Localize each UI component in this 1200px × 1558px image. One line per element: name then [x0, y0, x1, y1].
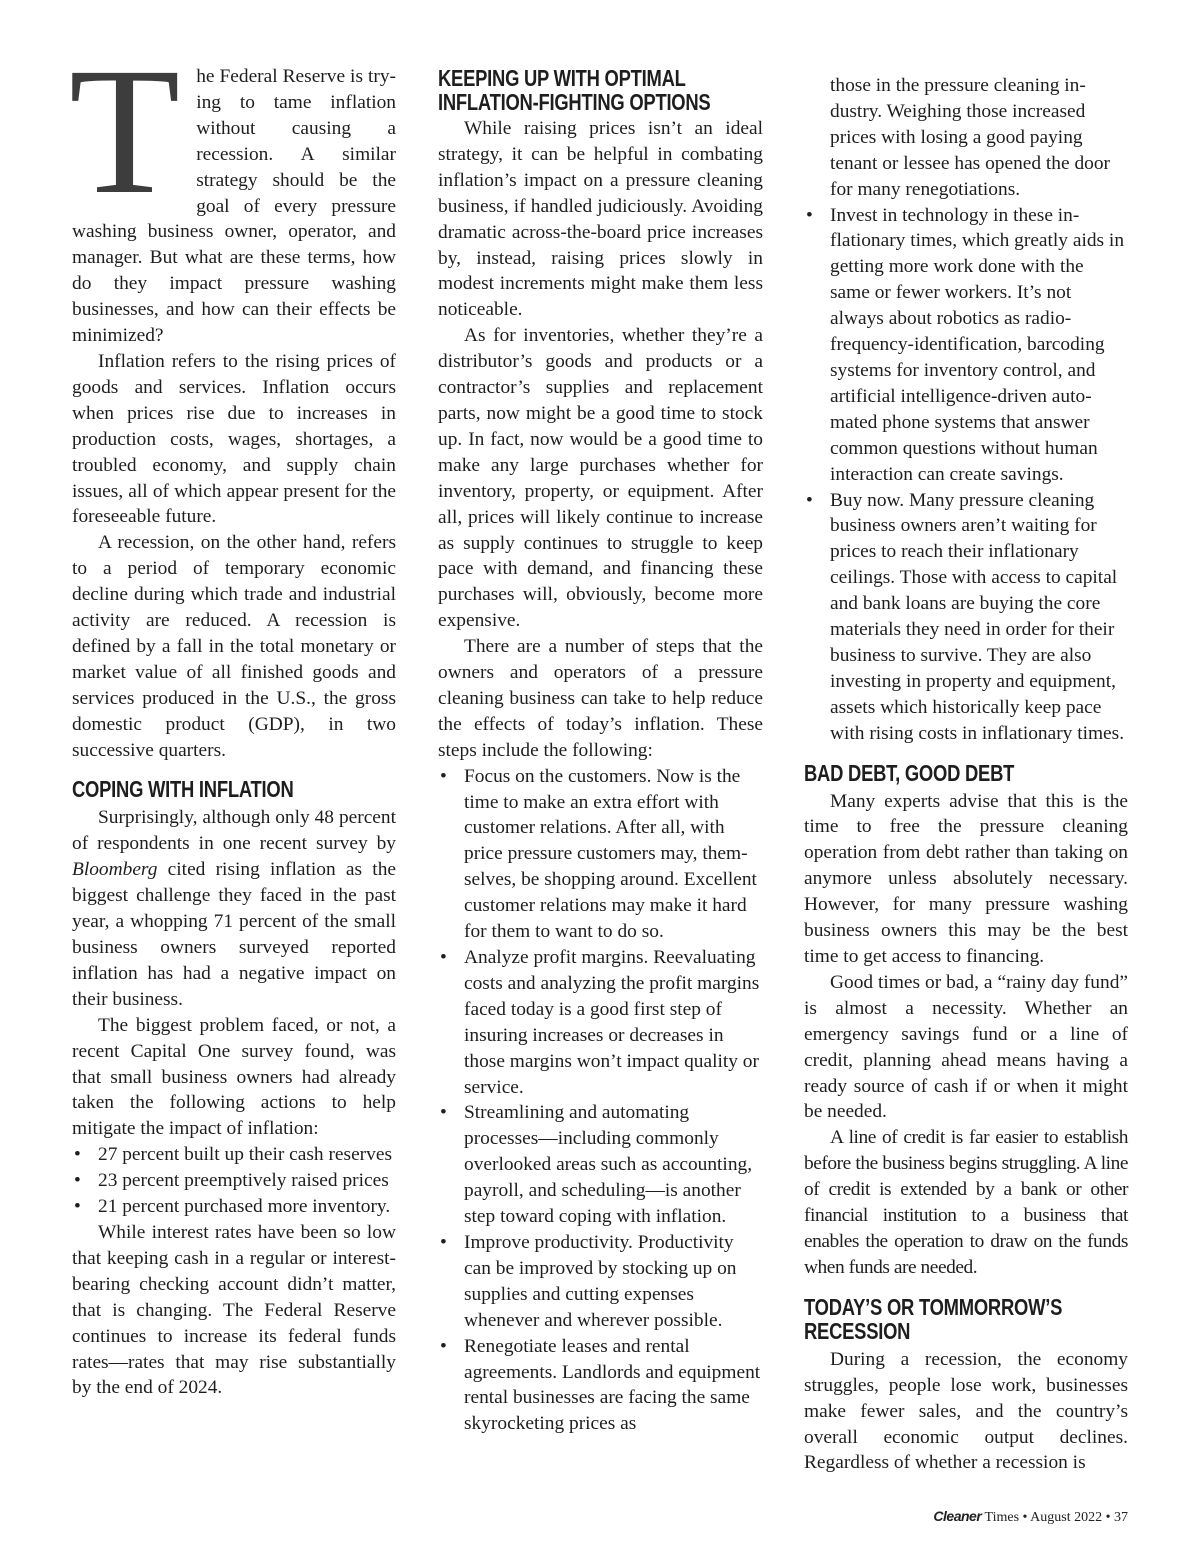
inventories-paragraph: As for inventories, whether they’re a distributor’s goods and products or a contractor’s supplies and replacement parts, now might be a good time to stock up. In fact, now would be a good time to make any large purchases whether for inventory, property, or equipment. After all, prices will likely continue to increase as supply continues to struggle to keep pace with demand, and financing these purchases will, obviously, become more expensive.	[438, 325, 763, 632]
heading-debt: BAD DEBT, GOOD DEBT	[804, 759, 1015, 786]
recession-definition: A recession, on the other hand, refers to a period of temporary economic decline during which trade and industrial activity are reduced. A recession is defined by a fall in the total monetary or market value of all finished goods and services produced in the U.S., the gross domestic product (GDP), in two successive quarters.	[72, 532, 396, 761]
list-item: • 27 percent built up their cash reserves	[72, 1142, 396, 1168]
heading-recession: TODAY’S OR TOMMORROW’S RECESSION	[804, 1293, 1063, 1344]
list-item: • Invest in technology in these inflationary times, which greatly aids in getting more work done with the same or fewer workers. It’s not always about robotics as radio-frequency-identification, barcoding systems for inventory control, and artificial intelligence-driven automated phone systems that answer common questions without human interaction can create savings.	[804, 203, 1128, 488]
steps-list-continued	[804, 203, 1128, 747]
recession-paragraph: During a recession, the economy struggles, people lose work, businesses make fewer sales, and the country’s overall economic output declines. Regardless of whether a recession is	[804, 1348, 1128, 1474]
inflation-definition: Inflation refers to the rising prices of goods and services. Inflation occurs when prices rise due to increases in production costs, wages, shortages, a troubled economy, and supply chain issues, all of which appear present for the foreseeable future.	[72, 350, 396, 528]
list-item: • Improve productivity. Productivity can be improved by stocking up on supplies and cutting expenses whenever and wherever possible.	[438, 1230, 763, 1334]
list-item: • Buy now. Many pressure cleaning business owners aren’t waiting for prices to reach their inflationary ceilings. Those with access to capital and bank loans are buying the core materials they need in order for their business to survive. They are also investing in property and equipment, assets which historically keep pace with rising costs in inflationary times.	[804, 488, 1128, 747]
bloomberg-paragraph: Surprisingly, although only 48 percent of respondents in one recent survey by Bloomberg cited rising inflation as the biggest challenge they faced in the past year, a whopping 71 percent of the small business owners surveyed reported inflation has had a negative impact on their business.	[72, 807, 396, 1010]
magazine-name-suffix: Times	[981, 1510, 1020, 1525]
bloomberg-name: Bloomberg	[72, 859, 158, 881]
issue-date: • August 2022 •	[1019, 1510, 1114, 1525]
drop-cap: T	[69, 31, 181, 232]
list-item: • Focus on the customers. Now is the time to make an extra effort with customer relations. After all, with price pressure customers may, themselves, be shopping around. Excellent customer relations may make it hard for them to want to do so.	[438, 764, 763, 945]
list-continuation: those in the pressure cleaning industry. Weighing those increased prices with losing a good paying tenant or lessee has opened the door for many renegotiations.	[830, 75, 1110, 200]
list-item: • Analyze profit margins. Reevaluating costs and analyzing the profit margins faced today is a good first step of insuring increases or decreases in those margins won’t impact quality or service.	[438, 945, 763, 1100]
survey-list	[72, 1142, 396, 1220]
page-footer	[933, 1508, 1128, 1526]
capital-one-paragraph: The biggest problem faced, or not, a recent Capital One survey found, was that small business owners had already taken the following actions to help mitigate the impact of inflation:	[72, 1014, 396, 1140]
steps-list	[438, 764, 763, 1438]
debt-paragraph: Many experts advise that this is the time to free the pressure cleaning operation from debt rather than taking on anymore unless absolutely necessary. However, for many pressure washing business owners this may be the best time to get access to financing.	[804, 790, 1128, 967]
list-item: • 21 percent purchased more inventory.	[72, 1194, 396, 1220]
interest-rates-paragraph: While interest rates have been so low that keeping cash in a regular or interest-bearing checking account didn’t matter, that is changing. The Federal Reserve continues to increase its federal funds rates—rates that may rise substantially by the end of 2024.	[72, 1221, 396, 1399]
steps-paragraph: There are a number of steps that the owners and operators of a pressure cleaning business can take to help reduce the effects of today’s inflation. These steps include the following:	[438, 636, 763, 761]
list-item: • 23 percent preemptively raised prices	[72, 1168, 396, 1194]
intro-paragraph: The Federal Reserve is trying to tame inflation without causing a recession. A similar strategy should be the goal of every pressure washing business owner, operator, and manager. But what are these terms, how do they impact pressure washing businesses, and how can their effects be minimized?	[69, 31, 396, 347]
column-3	[804, 73, 1128, 1476]
column-2	[438, 66, 763, 1437]
heading-keeping-up: KEEPING UP WITH OPTIMAL INFLATION-FIGHTING OPTIONS	[438, 65, 711, 115]
list-item: • Renegotiate leases and rental agreements. Landlords and equipment rental businesses are facing the same skyrocketing prices as	[438, 1334, 763, 1438]
line-of-credit-paragraph: A line of credit is far easier to establish before the business begins struggling. A line of credit is extended by a bank or other financial institution to a business that enables the operation to draw on the funds when funds are needed.	[804, 1127, 1128, 1278]
magazine-name: Cleaner	[933, 1508, 982, 1524]
page-number: 37	[1114, 1510, 1128, 1525]
raising-prices-paragraph: While raising prices isn’t an ideal strategy, it can be helpful in combating inflation’s impact on a pressure cleaning business, if handled judiciously. Avoiding dramatic across-the-board price increases by, instead, raising prices slowly in modest increments might make them less noticeable.	[438, 118, 763, 321]
heading-coping: COPING WITH INFLATION	[72, 776, 294, 803]
column-1	[69, 31, 396, 1401]
rainy-day-paragraph: Good times or bad, a “rainy day fund” is almost a necessity. Whether an emergency savings fund or a line of credit, planning ahead means having a ready source of cash if or when it might be needed.	[804, 971, 1128, 1123]
list-item: • Streamlining and automating processes—including commonly overlooked areas such as accounting, payroll, and scheduling—is another step toward coping with inflation.	[438, 1100, 763, 1230]
